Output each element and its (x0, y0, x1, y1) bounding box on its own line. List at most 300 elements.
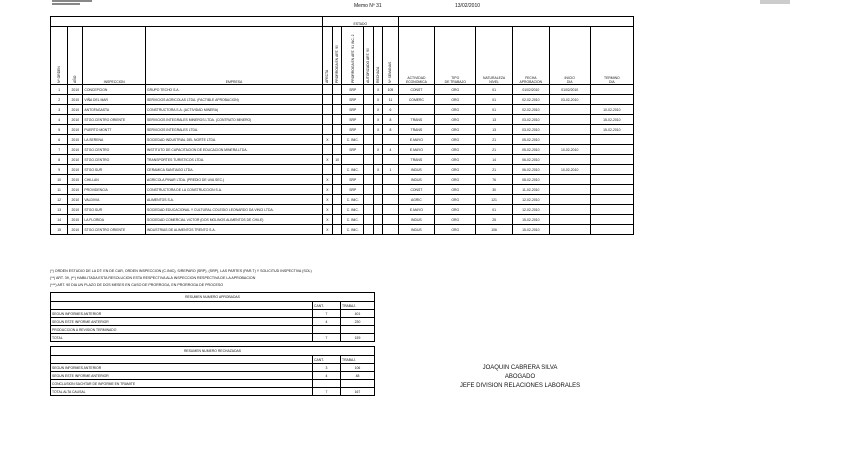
table-cell: STGO.CENTRO (83, 145, 146, 155)
summary-cell: 159 (341, 334, 375, 342)
table-cell: SRP (342, 145, 364, 155)
summary-approved-cant-header: CANT. (313, 302, 341, 310)
table-cell (383, 225, 398, 235)
column-header (145, 27, 322, 85)
table-cell (332, 195, 342, 205)
table-cell (549, 215, 590, 225)
table-cell (364, 225, 374, 235)
table-cell (383, 185, 398, 195)
table-cell: 106 (476, 225, 513, 235)
column-header-label: RECHAZA (376, 66, 381, 83)
table-row (51, 155, 634, 165)
table-cell: 105 (383, 85, 398, 95)
table-cell: SERVICIOS INTEGRALES LTDA. (145, 125, 322, 135)
table-cell (373, 175, 383, 185)
table-cell: STGO.CENTRO ORIENTE (83, 225, 146, 235)
table-cell (323, 165, 333, 175)
table-cell: CONST (398, 185, 435, 195)
table-cell: 15 (51, 225, 68, 235)
table-cell (364, 95, 374, 105)
column-header (398, 27, 435, 85)
table-cell: X (323, 215, 333, 225)
table-cell (332, 85, 342, 95)
table-row (51, 135, 634, 145)
table-cell: 15-02-2010 (512, 215, 549, 225)
table-cell: ORG (435, 175, 476, 185)
table-cell (590, 185, 633, 195)
summary-cell: PRODUCCION A REVISION TERMINADO (51, 326, 313, 334)
column-header-label: INSPECCION (103, 80, 125, 84)
table-cell: X (373, 145, 383, 155)
table-cell (373, 155, 383, 165)
table-cell (590, 145, 633, 155)
table-cell (323, 105, 333, 115)
table-cell: 2010 (68, 185, 83, 195)
table-cell: ORG (435, 215, 476, 225)
summary-cell: 106 (341, 364, 375, 372)
table-cell: ORG (435, 95, 476, 105)
table-cell: 12-02-2010 (512, 205, 549, 215)
table-cell: ALIMENTOS S.A. (145, 195, 322, 205)
table-row (51, 125, 634, 135)
table-cell: STGO.CENTRO ORIENTE (83, 115, 146, 125)
table-cell: 13 (51, 205, 68, 215)
table-cell (549, 125, 590, 135)
table-cell: 2010 (68, 85, 83, 95)
logo (52, 0, 92, 6)
table-cell: 01 (476, 205, 513, 215)
table-cell (332, 175, 342, 185)
table-row (51, 95, 634, 105)
summary-cell: SEGUN ESTE INFORME ANTERIOR (51, 372, 313, 380)
estado-header: ESTADO (323, 17, 399, 27)
table-cell: 2010 (68, 175, 83, 185)
summary-cell: 230 (341, 318, 375, 326)
summary-cell: 167 (341, 388, 375, 396)
table-row (51, 195, 634, 205)
summary-cell: CONCLUSION SACHTAR DE INFORME EN TRAMITE (51, 380, 313, 388)
table-cell (332, 145, 342, 155)
table-cell (373, 215, 383, 225)
table-cell: 1 (383, 165, 398, 175)
summary-cell: SEGUN INFORMES ANTERIOR (51, 364, 313, 372)
table-cell: 03-02-2010 (549, 95, 590, 105)
summary-cell: 48 (341, 372, 375, 380)
table-row (51, 215, 634, 225)
table-cell (590, 195, 633, 205)
table-cell: INSTITUTO DE CAPACITACION DE EDUCACION MINERA LTDA. (145, 145, 322, 155)
table-cell: C. INIC. (342, 195, 364, 205)
table-cell: 15-02-2010 (590, 125, 633, 135)
column-header (332, 27, 342, 85)
signer-role: JEFE DIVISION RELACIONES LABORALES (459, 383, 581, 389)
table-cell: ORG (435, 155, 476, 165)
summary-cell (341, 326, 375, 334)
table-cell: INDUSTRIAS DE ALIMENTOS TRENTO S.A. (145, 225, 322, 235)
table-cell (364, 125, 374, 135)
table-cell: SOCIEDAD INDUSTRIAL DEL NORTE LTDA. (145, 135, 322, 145)
table-cell: 02-02-2010 (512, 95, 549, 105)
table-cell (364, 135, 374, 145)
summary-row (51, 380, 375, 388)
table-cell: LA SERENA (83, 135, 146, 145)
column-header-label: AÑO (73, 75, 78, 83)
summary-row (51, 310, 375, 318)
table-cell: VIÑA DEL MAR (83, 95, 146, 105)
column-header (476, 27, 513, 85)
table-cell: 05-02-2010 (512, 135, 549, 145)
table-cell: CONCEPCION (83, 85, 146, 95)
table-cell: 76 (476, 175, 513, 185)
table-cell: 10 (51, 175, 68, 185)
signature-block (450, 364, 590, 391)
table-cell: 2010 (68, 115, 83, 125)
table-cell: AGRIC (398, 195, 435, 205)
table-cell (332, 95, 342, 105)
column-header-label: AUTORIZADO ART. 90 (366, 48, 371, 83)
table-row (51, 165, 634, 175)
table-cell: ORG (435, 185, 476, 195)
table-cell: SRP (342, 185, 364, 195)
table-cell: CONSTRUCTORA DE LA CONSTRUCCION S.A. (145, 185, 322, 195)
table-cell (549, 195, 590, 205)
table-cell: 25 (476, 215, 513, 225)
summary-row (51, 388, 375, 396)
table-cell: 2010 (68, 105, 83, 115)
table-cell: X (373, 85, 383, 95)
table-cell: PUERTO MONTT (83, 125, 146, 135)
table-cell (364, 195, 374, 205)
table-cell: 10 (332, 155, 342, 165)
table-cell: 02-02-2010 (512, 105, 549, 115)
table-cell: 8 (383, 115, 398, 125)
table-cell (332, 115, 342, 125)
table-cell: SRP (342, 175, 364, 185)
footnote: (**) ART. 39, (**) HABILITADA ESTA RESOLUCION ESTA RESPECTIVA ALA INSPECCION RESPECTIVA DE LA APROBACION (50, 276, 256, 280)
table-cell: 7 (51, 145, 68, 155)
table-cell: ORG (435, 135, 476, 145)
table-cell: 5 (51, 125, 68, 135)
column-header (590, 27, 633, 85)
table-cell (590, 215, 633, 225)
table-cell: 2010 (68, 225, 83, 235)
table-cell: PROVIDENCIA (83, 185, 146, 195)
summary-cell (313, 326, 341, 334)
table-cell: 03-02-2010 (512, 115, 549, 125)
table-cell: 15-02-2010 (512, 225, 549, 235)
table-cell: 06-02-2010 (512, 165, 549, 175)
table-cell (332, 105, 342, 115)
table-cell: ORG (435, 115, 476, 125)
table-cell (590, 155, 633, 165)
table-cell: 8 (51, 155, 68, 165)
table-cell: E.MAYO (398, 135, 435, 145)
table-cell: C. INIC. (342, 215, 364, 225)
table-cell (323, 95, 333, 105)
column-header-label: INICIO (564, 76, 575, 80)
table-cell: 3 (51, 105, 68, 115)
table-cell: 2010 (68, 95, 83, 105)
signer-title: ABOGADO (504, 374, 536, 380)
table-cell: VALDIVIA (83, 195, 146, 205)
table-cell (373, 135, 383, 145)
table-cell: SRP (342, 125, 364, 135)
table-cell: 15-02-2010 (590, 115, 633, 125)
table-cell: 2010 (68, 135, 83, 145)
table-cell: CHILLAN (83, 175, 146, 185)
table-cell (342, 155, 364, 165)
table-cell (398, 105, 435, 115)
table-cell: CERAMICA SANTIAGO LTDA. (145, 165, 322, 175)
table-cell: 2010 (68, 215, 83, 225)
table-cell: SERVICIOS INTEGRALES MINEROS LTDA. (CONTRATO MINERO) (145, 115, 322, 125)
table-cell: X (373, 105, 383, 115)
table-cell: 8 (383, 125, 398, 135)
column-header (51, 27, 68, 85)
table-cell: 4 (383, 145, 398, 155)
summary-rejected-cant-header: CANT. (313, 356, 341, 364)
column-header-label: TERMINO (604, 76, 620, 80)
table-cell: 4 (51, 115, 68, 125)
table-cell: INDUS (398, 215, 435, 225)
table-cell: C. INIC. (342, 205, 364, 215)
table-cell (332, 205, 342, 215)
table-cell: 08-02-2010 (512, 175, 549, 185)
summary-cell: TOTAL ALTA CAUSAL (51, 388, 313, 396)
table-cell (383, 195, 398, 205)
table-cell: CONST (398, 85, 435, 95)
table-cell: 03-02-2010 (512, 125, 549, 135)
table-cell (332, 225, 342, 235)
column-header (323, 27, 333, 85)
table-cell: 11 (383, 95, 398, 105)
table-cell (364, 165, 374, 175)
column-header (549, 27, 590, 85)
table-cell: TRANS (398, 125, 435, 135)
footnote: (*) ORDEN ESTUDIO DE LA DT: EN DE CAR, ORDEN INSPECCION (C.INIC), S/REPARO (SRP), (SRP), LAS PARTES (PAR.T) Y SOLICITUD INSPECTIVA (SOL) (50, 269, 312, 273)
column-header (512, 27, 549, 85)
table-cell (383, 155, 398, 165)
column-subheader-label: APROBACION (519, 80, 543, 84)
summary-rejected-table (50, 346, 375, 396)
table-cell: 21 (476, 145, 513, 155)
table-cell: X (323, 225, 333, 235)
memo-date: 13/02/2010 (455, 3, 481, 9)
summary-row (51, 318, 375, 326)
table-cell (373, 205, 383, 215)
table-cell (383, 215, 398, 225)
table-row (51, 225, 634, 235)
summary-cell: 4 (313, 318, 341, 326)
column-subheader-label: DE TRABAJO (444, 80, 466, 84)
table-cell: SRP (342, 95, 364, 105)
table-cell: 14 (476, 155, 513, 165)
table-cell: LA FLORIDA (83, 215, 146, 225)
column-subheader-label: DIA (566, 80, 573, 84)
table-cell: SRP (342, 105, 364, 115)
table-cell (590, 175, 633, 185)
summary-cell: TOTAL (51, 334, 313, 342)
table-cell (332, 165, 342, 175)
table-cell: E.MAYO (398, 145, 435, 155)
table-cell: 6 (383, 105, 398, 115)
table-cell: 2010 (68, 165, 83, 175)
table-cell: 21 (476, 135, 513, 145)
table-cell: 10-02-2010 (549, 145, 590, 155)
table-cell: TRANS (398, 115, 435, 125)
table-cell: STGO.SUR (83, 205, 146, 215)
table-cell (549, 185, 590, 195)
table-cell: TRANSPORTES TURISTICOS LTDA. (145, 155, 322, 165)
table-cell: 05-02-2010 (512, 145, 549, 155)
column-header-label: FECHA (525, 76, 537, 80)
table-cell (332, 135, 342, 145)
table-cell: ORG (435, 85, 476, 95)
column-header-label: Nº SEMANAS (388, 61, 393, 83)
table-cell: SOCIEDAD EDUCACIONAL Y CULTURAL COLEGIO LEONARDO DA VINCI LTDA. (145, 205, 322, 215)
table-cell: SRP (342, 85, 364, 95)
table-cell: 2010 (68, 155, 83, 165)
table-cell (323, 125, 333, 135)
table-cell: CONSTRUCTORA S.A. (ACTIVIDAD MINERA) (145, 105, 322, 115)
summary-cell: 4 (313, 372, 341, 380)
table-cell: SOCIEDAD COMERCIAL VICTOR (DOS MOLINOS ALIMENTOS DE CHILE) (145, 215, 322, 225)
summary-cell: SEGUN INFORMES ANTERIOR (51, 310, 313, 318)
table-cell (549, 135, 590, 145)
table-cell: X (323, 195, 333, 205)
table-cell: 01 (476, 105, 513, 115)
table-cell: 12 (51, 195, 68, 205)
table-cell: 14 (51, 215, 68, 225)
table-cell: INDUS (398, 165, 435, 175)
table-cell (323, 85, 333, 95)
table-cell: 6 (51, 135, 68, 145)
table-cell: ANTOFAGASTA (83, 105, 146, 115)
column-subheader-label: NIVEL (489, 80, 500, 84)
table-cell: X (323, 135, 333, 145)
table-cell: COMERC (398, 95, 435, 105)
table-cell (549, 175, 590, 185)
column-header-label: NATURALEZA (483, 76, 506, 80)
summary-rejected-trab-header: TRABAJ. (341, 356, 375, 364)
table-cell: STGO.SUR (83, 165, 146, 175)
table-cell: C. INIC. (342, 225, 364, 235)
table-cell (323, 115, 333, 125)
table-cell (332, 125, 342, 135)
table-cell: ORG (435, 195, 476, 205)
table-cell (590, 85, 633, 95)
table-cell: X (323, 155, 333, 165)
table-row (51, 105, 634, 115)
table-cell (332, 185, 342, 195)
column-header (383, 27, 398, 85)
table-row (51, 115, 634, 125)
summary-approved-title: RESUMEN NUMERO APROBADAS (51, 293, 375, 302)
summary-row (51, 326, 375, 334)
table-cell (364, 175, 374, 185)
column-header-label: EMPRESA (225, 80, 243, 84)
table-row (51, 175, 634, 185)
table-cell: 21 (476, 165, 513, 175)
summary-cell: SEGUN ESTE INFORME ANTERIOR (51, 318, 313, 326)
summary-cell: 7 (313, 310, 341, 318)
column-subheader-label: ECONOMICA (405, 80, 427, 84)
table-cell: ORG (435, 125, 476, 135)
table-cell: X (373, 115, 383, 125)
memo-number: Memo Nº 31 (354, 3, 382, 9)
table-cell (364, 115, 374, 125)
table-cell (549, 155, 590, 165)
footnote: (***) ART. 90 DIA UN PLAZO DE DOS MESES EN CASO DE PRORROGA, EN PRORROGA DE PROCESO (50, 283, 224, 287)
column-header (83, 27, 146, 85)
table-cell: 2010 (68, 195, 83, 205)
table-cell: 1 (51, 85, 68, 95)
summary-rejected-title: RESUMEN NUMERO RECHAZADAS (51, 347, 375, 356)
table-cell: X (323, 205, 333, 215)
table-cell: INDUS (398, 225, 435, 235)
column-header-label: PRORROGA EN ART. 90 (335, 45, 340, 83)
table-row (51, 185, 634, 195)
table-cell: 10-02-2010 (590, 105, 633, 115)
table-cell (364, 105, 374, 115)
column-header (435, 27, 476, 85)
table-cell: GRUPO TECHO S.A. (145, 85, 322, 95)
table-cell: ORG (435, 145, 476, 155)
table-cell (373, 195, 383, 205)
table-cell (383, 205, 398, 215)
header-mark (760, 0, 790, 4)
footnotes (50, 268, 312, 289)
summary-cell: 401 (341, 310, 375, 318)
table-cell: 121 (476, 195, 513, 205)
table-cell: 01/02/2010 (512, 85, 549, 95)
column-header-label: ACTIVIDAD (407, 76, 426, 80)
table-cell: ORG (435, 105, 476, 115)
table-cell: 11-02-2010 (512, 185, 549, 195)
table-cell: 01 (476, 95, 513, 105)
table-cell: X (323, 175, 333, 185)
table-cell: C. INIC. (342, 165, 364, 175)
table-cell: C. INIC. (342, 135, 364, 145)
column-subheader-label: DIA (609, 80, 615, 84)
table-cell: ORG (435, 205, 476, 215)
table-cell (383, 135, 398, 145)
signer-name: JOAQUIN CABRERA SILVA (482, 365, 558, 371)
table-cell (332, 215, 342, 225)
column-header (373, 27, 383, 85)
table-cell: X (373, 125, 383, 135)
table-cell: 2010 (68, 205, 83, 215)
table-cell (364, 185, 374, 195)
table-cell: SERVICIOS AGRICOLAS LTDA. (FACTIBLE APROBACION) (145, 95, 322, 105)
table-cell (373, 225, 383, 235)
table-cell (364, 215, 374, 225)
column-header-label: AFECTA (325, 69, 330, 83)
table-row (51, 145, 634, 155)
table-cell: 11 (51, 185, 68, 195)
summary-row (51, 372, 375, 380)
table-cell (364, 155, 374, 165)
table-cell (373, 185, 383, 195)
table-cell (590, 135, 633, 145)
approvals-table (50, 16, 634, 235)
table-cell: TRANS (398, 155, 435, 165)
table-cell: ORG (435, 225, 476, 235)
table-cell (549, 225, 590, 235)
table-cell: INDUS (398, 175, 435, 185)
summary-approved-table (50, 292, 375, 342)
table-cell: 2010 (68, 145, 83, 155)
